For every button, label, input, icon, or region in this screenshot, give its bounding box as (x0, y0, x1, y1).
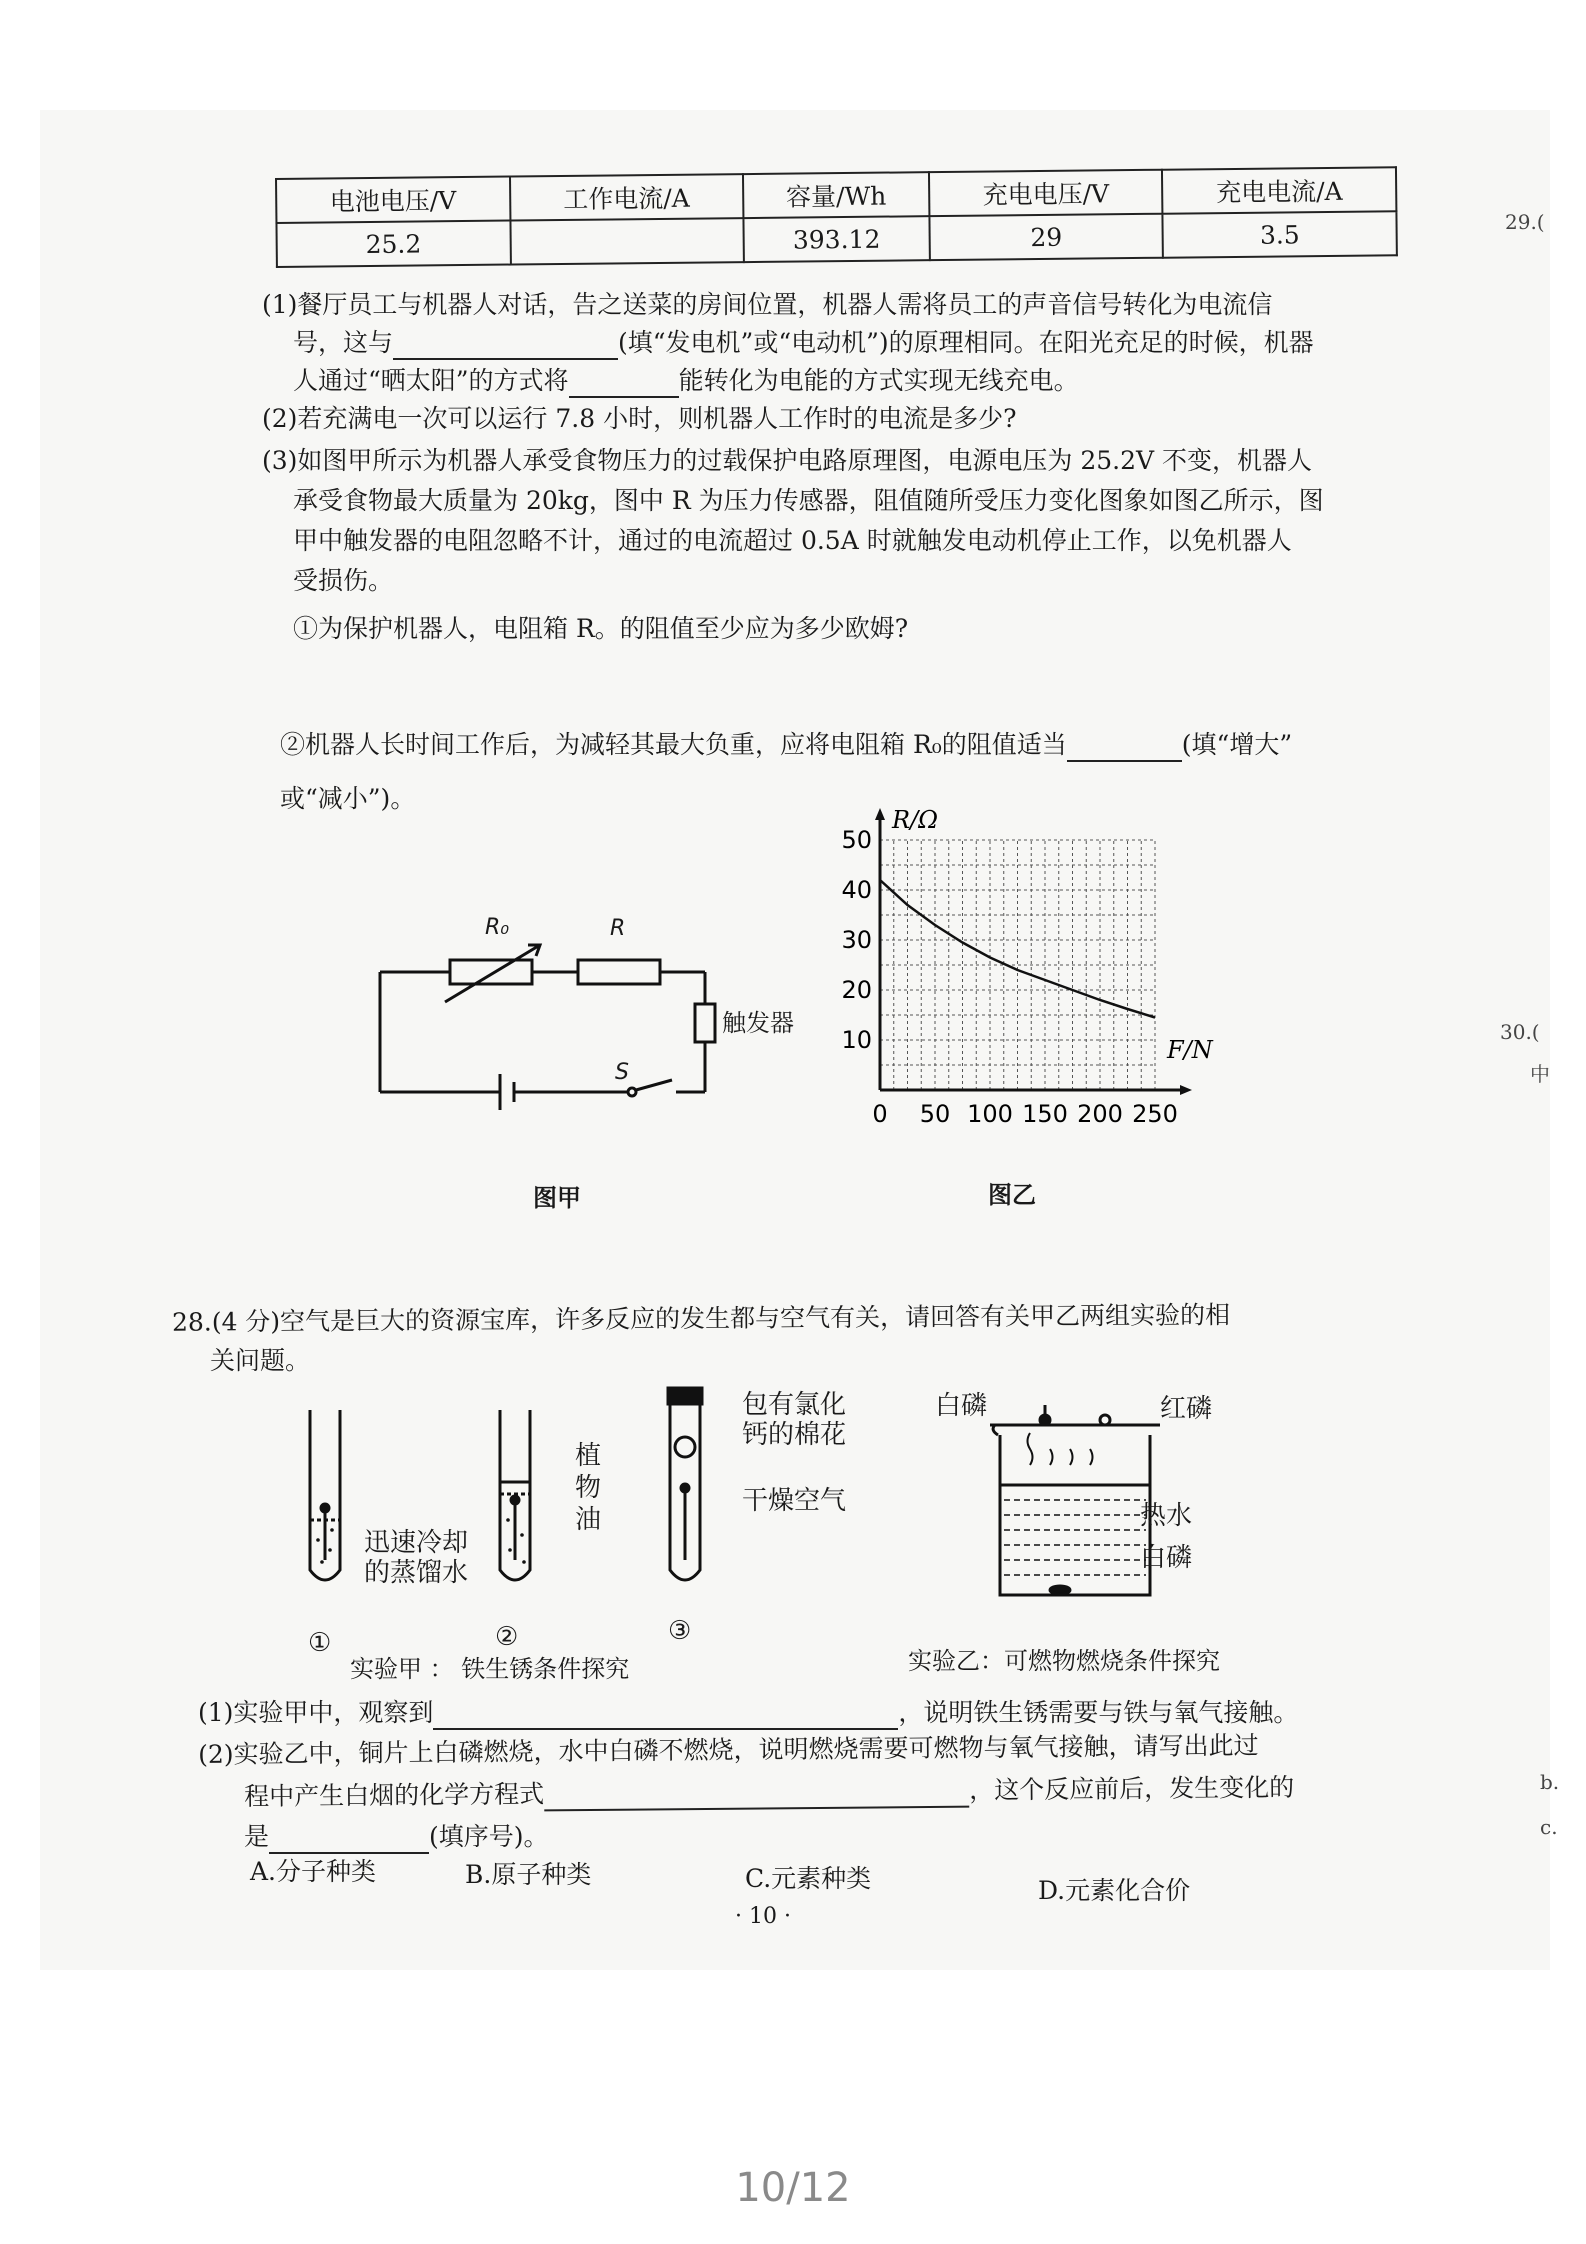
answer-blank[interactable] (393, 332, 618, 360)
y-tick-label: 30 (841, 926, 872, 954)
table-header-cell: 容量/Wh (743, 172, 929, 218)
table-cell: 393.12 (744, 216, 930, 262)
table-header-cell: 工作电流/A (510, 174, 744, 220)
table-cell: 3.5 (1163, 211, 1397, 257)
y-axis-label: R/Ω (892, 806, 939, 834)
table-cell: 25.2 (276, 221, 510, 267)
option-a: A.分子种类 (250, 1857, 377, 1886)
resistance-force-chart (830, 806, 1230, 1140)
y-tick-label: 50 (841, 826, 872, 854)
option-b: B.原子种类 (465, 1860, 592, 1889)
q27-sub2-line1 (280, 728, 1292, 762)
tube-number-3: ③ (668, 1616, 692, 1646)
q28-text: 是 (244, 1822, 270, 1851)
option-c: C.元素种类 (745, 1864, 872, 1893)
x-tick-label: 150 (1022, 1100, 1068, 1128)
q27-part1-line2 (293, 326, 1314, 360)
switch-label: S (615, 1060, 629, 1085)
battery-spec-table (275, 166, 1398, 268)
table-header-cell: 充电电压/V (929, 170, 1163, 216)
r-label: R (610, 916, 626, 941)
r0-label: R₀ (485, 915, 510, 940)
tube1-label-line: 的蒸馏水 (364, 1558, 469, 1588)
experiment-a-caption: 实验甲 ： 铁生锈条件探究 (350, 1655, 630, 1683)
q27-text: (填“发电机”或“电动机”)的原理相同。在阳光充足的时候，机器 (618, 328, 1314, 357)
tube3-label-line: 钙的棉花 (742, 1420, 847, 1450)
margin-fragment: b. (1540, 1770, 1560, 1794)
answer-blank[interactable] (544, 1780, 969, 1812)
tube-number-1: ① (308, 1628, 332, 1658)
trigger-label: 触发器 (722, 1009, 794, 1037)
page-number: · 10 · (735, 1904, 791, 1929)
tube1-label (364, 1528, 468, 1588)
answer-blank[interactable] (1067, 734, 1182, 762)
resistor-box-r0 (450, 960, 532, 984)
answer-blank[interactable] (569, 370, 679, 398)
tube3-label-line: 包有氯化 (742, 1390, 847, 1420)
table-header-cell: 充电电流/A (1162, 167, 1396, 213)
tube2-label: 植物油 (575, 1441, 602, 1535)
q28-title: 28.(4 分)空气是巨大的资源宝库，许多反应的发生都与空气有关，请回答有关甲乙两组实验的相 (171, 1300, 1231, 1337)
trigger-box (695, 1004, 715, 1042)
q27-part3-line3: 甲中触发器的电阻忽略不计，通过的电流超过 0.5A 时就触发电动机停止工作，以免机器人 (293, 526, 1292, 555)
x-tick-label: 50 (919, 1100, 951, 1128)
tube-number-2: ② (495, 1622, 519, 1652)
tube1-label-line: 迅速冷却 (364, 1528, 469, 1558)
page-indicator: 10/12 (735, 2165, 851, 2211)
beaker-red-phosphorus-label: 红磷 (1160, 1394, 1213, 1424)
x-axis-label: F/N (1167, 1036, 1213, 1064)
q28-text: (填序号)。 (429, 1822, 549, 1851)
q27-text: 能转化为电能的方式实现无线充电。 (678, 366, 1079, 395)
option-d: D.元素化合价 (1038, 1876, 1191, 1905)
margin-question-30: 30.( (1500, 1020, 1540, 1044)
margin-fragment: c. (1540, 1815, 1558, 1839)
q28-text: (1)实验甲中，观察到 (198, 1698, 434, 1727)
q28-part1 (198, 1696, 1298, 1730)
beaker-white-phosphorus-top-label: 白磷 (935, 1391, 988, 1421)
beaker-hot-water-label: 热水 (1140, 1501, 1193, 1531)
q28-title-line2: 关问题。 (210, 1346, 311, 1375)
q27-part2: (2)若充满电一次可以运行 7.8 小时，则机器人工作时的电流是多少? (262, 404, 1017, 433)
table-cell (510, 218, 744, 264)
y-tick-label: 40 (841, 876, 872, 904)
tube3-cotton-label (742, 1390, 846, 1450)
q28-part2-line1: (2)实验乙中，铜片上白磷燃烧，水中白磷不燃烧，说明燃烧需要可燃物与氧气接触，请写出此过 (198, 1730, 1259, 1769)
chart-caption: 图乙 (988, 1180, 1036, 1209)
tube3-air-label: 干燥空气 (742, 1486, 847, 1516)
table-header-cell: 电池电压/V (276, 177, 510, 223)
y-tick-label: 20 (841, 976, 872, 1004)
q27-part3-line4: 受损伤。 (293, 566, 394, 595)
q27-sub2-line2: 或“减小”)。 (280, 784, 416, 813)
rust-experiment-figure (300, 1390, 720, 1590)
margin-question-29: 29.( (1505, 210, 1545, 234)
q27-text: ②机器人长时间工作后，为减轻其最大负重，应将电阻箱 R₀的阻值适当 (280, 730, 1067, 759)
margin-fragment: 中 (1530, 1062, 1550, 1086)
q27-text: (填“增大” (1181, 730, 1293, 759)
q28-text: ，这个反应前后，发生变化的 (969, 1772, 1295, 1805)
table-cell: 29 (929, 214, 1163, 260)
y-tick-label: 10 (841, 1026, 872, 1054)
circuit-caption: 图甲 (533, 1183, 581, 1212)
q27-part3-line1: (3)如图甲所示为机器人承受食物压力的过载保护电路原理图，电源电压为 25.2V 不变，机器人 (262, 446, 1313, 475)
q27-part1-line1: (1)餐厅员工与机器人对话，告之送菜的房间位置，机器人需将员工的声音信号转化为电流信 (262, 290, 1273, 319)
q28-text: 程中产生白烟的化学方程式 (244, 1779, 545, 1811)
resistor-box-r (578, 960, 660, 984)
x-axis-arrow (1180, 1085, 1192, 1095)
x-tick-label: 250 (1132, 1100, 1178, 1128)
experiment-b-caption: 实验乙：可燃物燃烧条件探究 (908, 1647, 1220, 1675)
x-tick-label: 0 (872, 1100, 888, 1128)
x-tick-label: 200 (1077, 1100, 1123, 1128)
q27-text: 人通过“晒太阳”的方式将 (293, 366, 569, 395)
q27-sub1: ①为保护机器人，电阻箱 R。的阻值至少应为多少欧姆? (293, 614, 909, 643)
q27-text: 号，这与 (293, 328, 394, 357)
answer-blank[interactable] (433, 1702, 898, 1730)
answer-blank[interactable] (269, 1826, 429, 1854)
q28-text: ，说明铁生锈需要与铁与氧气接触。 (898, 1698, 1299, 1727)
q27-part1-line3 (293, 364, 1079, 398)
beaker-white-phosphorus-bottom-label: 白磷 (1140, 1543, 1193, 1573)
series-line (880, 880, 1155, 1018)
q28-part2-line3 (244, 1820, 549, 1854)
x-tick-label: 100 (967, 1100, 1013, 1128)
q27-part3-line2: 承受食物最大质量为 20kg，图中 R 为压力传感器，阻值随所受压力变化图象如图乙所示，图 (293, 486, 1324, 515)
